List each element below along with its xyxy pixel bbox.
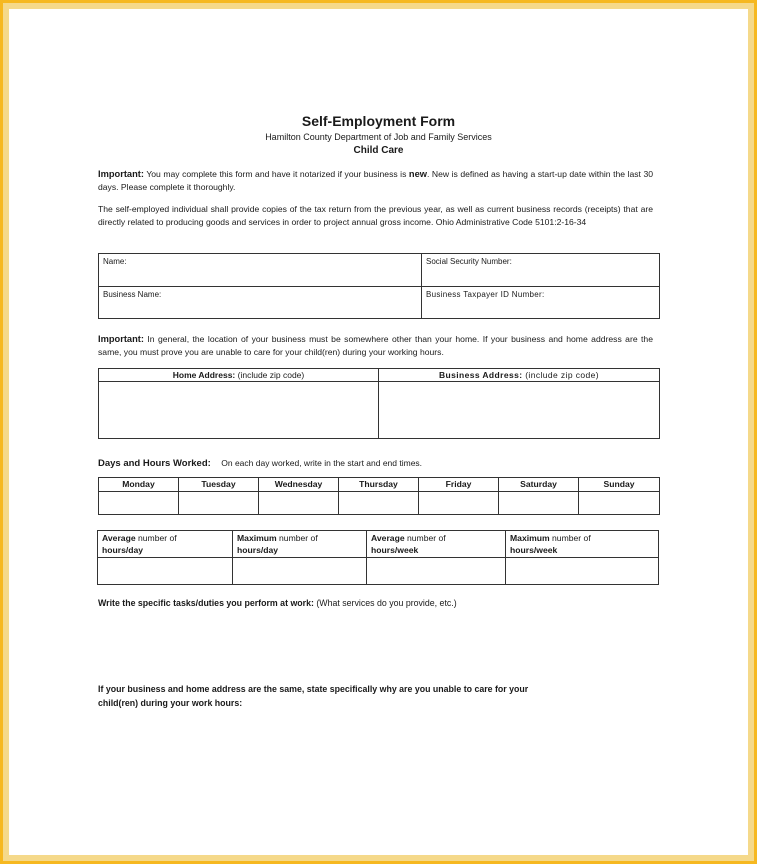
location-important-label: Important: [98,334,144,344]
name-field[interactable] [99,254,422,287]
location-text: In general, the location of your business must be somewhere other than your home. If your business and home address are the same, you must prove you are unable to care for your child(ren) during your working hours. [98,334,653,357]
home-address-header [99,369,379,382]
days-hours-instruction: On each day worked, write in the start and end times. [221,458,423,468]
tasks-question-label: Write the specific tasks/duties you perform at work: [98,598,314,608]
name-label: Name: [103,257,127,266]
max-week-header: Maximum number of hours/week [506,531,659,558]
ssn-label: Social Security Number: [426,257,512,266]
avg-day-field[interactable] [98,558,233,585]
day-header-wednesday: Wednesday [259,478,339,492]
identity-table [98,253,660,319]
page-border [3,3,754,861]
days-table [98,477,660,515]
business-name-field[interactable] [99,287,422,319]
location-notice [98,333,653,359]
form-title: Self-Employment Form [301,113,456,129]
important-label: Important: [98,169,144,179]
hours-friday-field[interactable] [419,492,499,515]
day-header-saturday: Saturday [499,478,579,492]
business-address-header [379,369,660,382]
taxpayer-id-field[interactable] [422,287,660,319]
same-address-line-2: child(ren) during your work hours: [98,698,243,708]
business-address-label: Business Address: [438,370,523,380]
hours-wednesday-field[interactable] [259,492,339,515]
same-address-line-1: If your business and home address are the same, state specifically why are you unable to care for your [98,684,529,694]
department-name: Hamilton County Department of Job and Family Services [265,132,492,142]
program-name: Child Care [353,145,404,156]
avg-week-field[interactable] [367,558,506,585]
home-address-label: Home Address: [172,370,236,380]
tasks-question [98,596,658,610]
hours-monday-field[interactable] [99,492,179,515]
important-new: new [408,169,427,179]
max-week-field[interactable] [506,558,659,585]
home-address-field[interactable] [99,382,379,439]
hours-tuesday-field[interactable] [179,492,259,515]
days-hours-title: Days and Hours Worked: [98,458,211,469]
day-header-sunday: Sunday [579,478,660,492]
max-day-header: Maximum number of hours/day [233,531,367,558]
ssn-field[interactable] [422,254,660,287]
address-table [98,368,660,439]
business-address-field[interactable] [379,382,660,439]
day-header-tuesday: Tuesday [179,478,259,492]
important-text-1: You may complete this form and have it notarized if your business is [143,169,409,179]
avg-day-header: Average number of hours/day [98,531,233,558]
avg-week-header: Average number of hours/week [367,531,506,558]
business-address-hint: (include zip code) [522,370,600,380]
day-header-thursday: Thursday [339,478,419,492]
tasks-question-hint: (What services do you provide, etc.) [313,598,457,608]
taxpayer-id-label: Business Taxpayer ID Number: [426,290,545,299]
day-header-friday: Friday [419,478,499,492]
hours-saturday-field[interactable] [499,492,579,515]
business-name-label: Business Name: [103,290,162,299]
same-address-answer-area[interactable] [98,714,658,834]
important-text-2: . New is defined as having a start-up date within the last 30 days. Please complete it thoroughly. [98,169,653,192]
hours-sunday-field[interactable] [579,492,660,515]
important-notice [98,168,653,194]
days-hours-heading [98,453,658,471]
same-address-question [98,682,658,710]
form-page [9,9,748,855]
max-day-field[interactable] [233,558,367,585]
tax-return-paragraph: The self-employed individual shall provide copies of the tax return from the previous year, as well as current business records (receipts) that are directly related to producing goods and services in order to project annual gross income. Ohio Administrative Code 5101:2-16-34 [98,204,653,227]
day-header-monday: Monday [99,478,179,492]
hours-thursday-field[interactable] [339,492,419,515]
tasks-answer-area[interactable] [98,613,658,675]
hours-summary-table [97,530,659,585]
home-address-hint: (include zip code) [235,370,305,380]
